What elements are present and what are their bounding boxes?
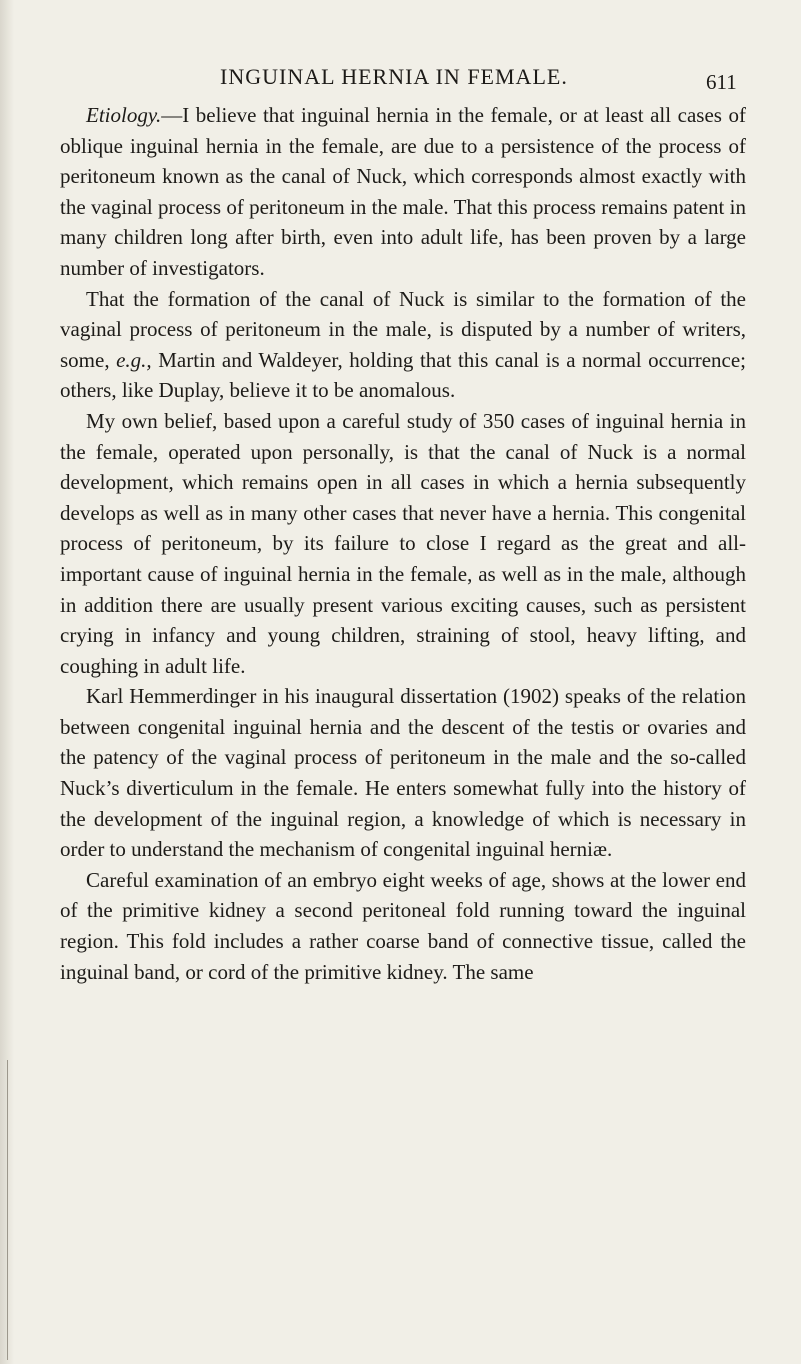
body-text bbox=[60, 100, 746, 987]
eg-abbreviation: e.g., bbox=[116, 347, 152, 372]
paragraph-own-belief: My own belief, based upon a careful study of 350 cases of inguinal hernia in the female, operated upon personally, is that the canal of Nuck is a normal development, which remains open in all cases in which a hernia subsequently develops as well as in many other cases that never have a hernia. This congenital process of peritoneum, by its failure to close I regard as the great and all-important cause of inguinal hernia in the female, as well as in the male, although in addition there are usually present various exciting causes, such as persistent crying in infancy and young children, straining of stool, heavy lifting, and coughing in adult life. bbox=[60, 408, 746, 678]
paragraph-embryo: Careful examination of an embryo eight weeks of age, shows at the lower end of the primitive kidney a second peritoneal fold running toward the inguinal region. This fold includes a rather coarse band of connective tissue, called the inguinal band, or cord of the primitive kidney. The same bbox=[60, 867, 746, 984]
paragraph-canal-formation bbox=[60, 284, 746, 406]
paragraph-hemmerdinger: Karl Hemmerdinger in his inaugural dissertation (1902) speaks of the relation between congenital inguinal hernia and the descent of the testis or ovaries and the patency of the vaginal process of peritoneum in the male and the so-called Nuck’s diverticulum in the female. He enters somewhat fully into the history of the development of the inguinal region, a knowledge of which is necessary in order to understand the mechanism of congenital inguinal herniæ. bbox=[60, 684, 746, 862]
section-lead-word: Etiology. bbox=[86, 103, 162, 127]
binding-edge-line bbox=[7, 1060, 8, 1360]
running-head: INGUINAL HERNIA IN FEMALE. bbox=[220, 64, 568, 89]
page-number: 611 bbox=[706, 70, 737, 94]
paragraph-text: —I believe that inguinal hernia in the female, or at least all cases of oblique inguinal hernia in the female, are due to a persistence of the process of peritoneum known as the canal of Nuck, which corresponds almost exactly with the vaginal process of peritoneum in the male. That this process remains patent in many children long after birth, even into adult life, has been proven by a large number of investigators. bbox=[60, 103, 746, 280]
paragraph-text: Martin and Waldeyer, holding that this canal is a normal occurrence; others, like Duplay, believe it to be anomalous. bbox=[60, 347, 746, 403]
paragraph-etiology bbox=[60, 100, 746, 284]
paragraph-text: That the formation of the canal of Nuck is similar to the formation of the vaginal process of peritoneum in the male, is disputed by a number of writers, some, bbox=[60, 286, 746, 372]
